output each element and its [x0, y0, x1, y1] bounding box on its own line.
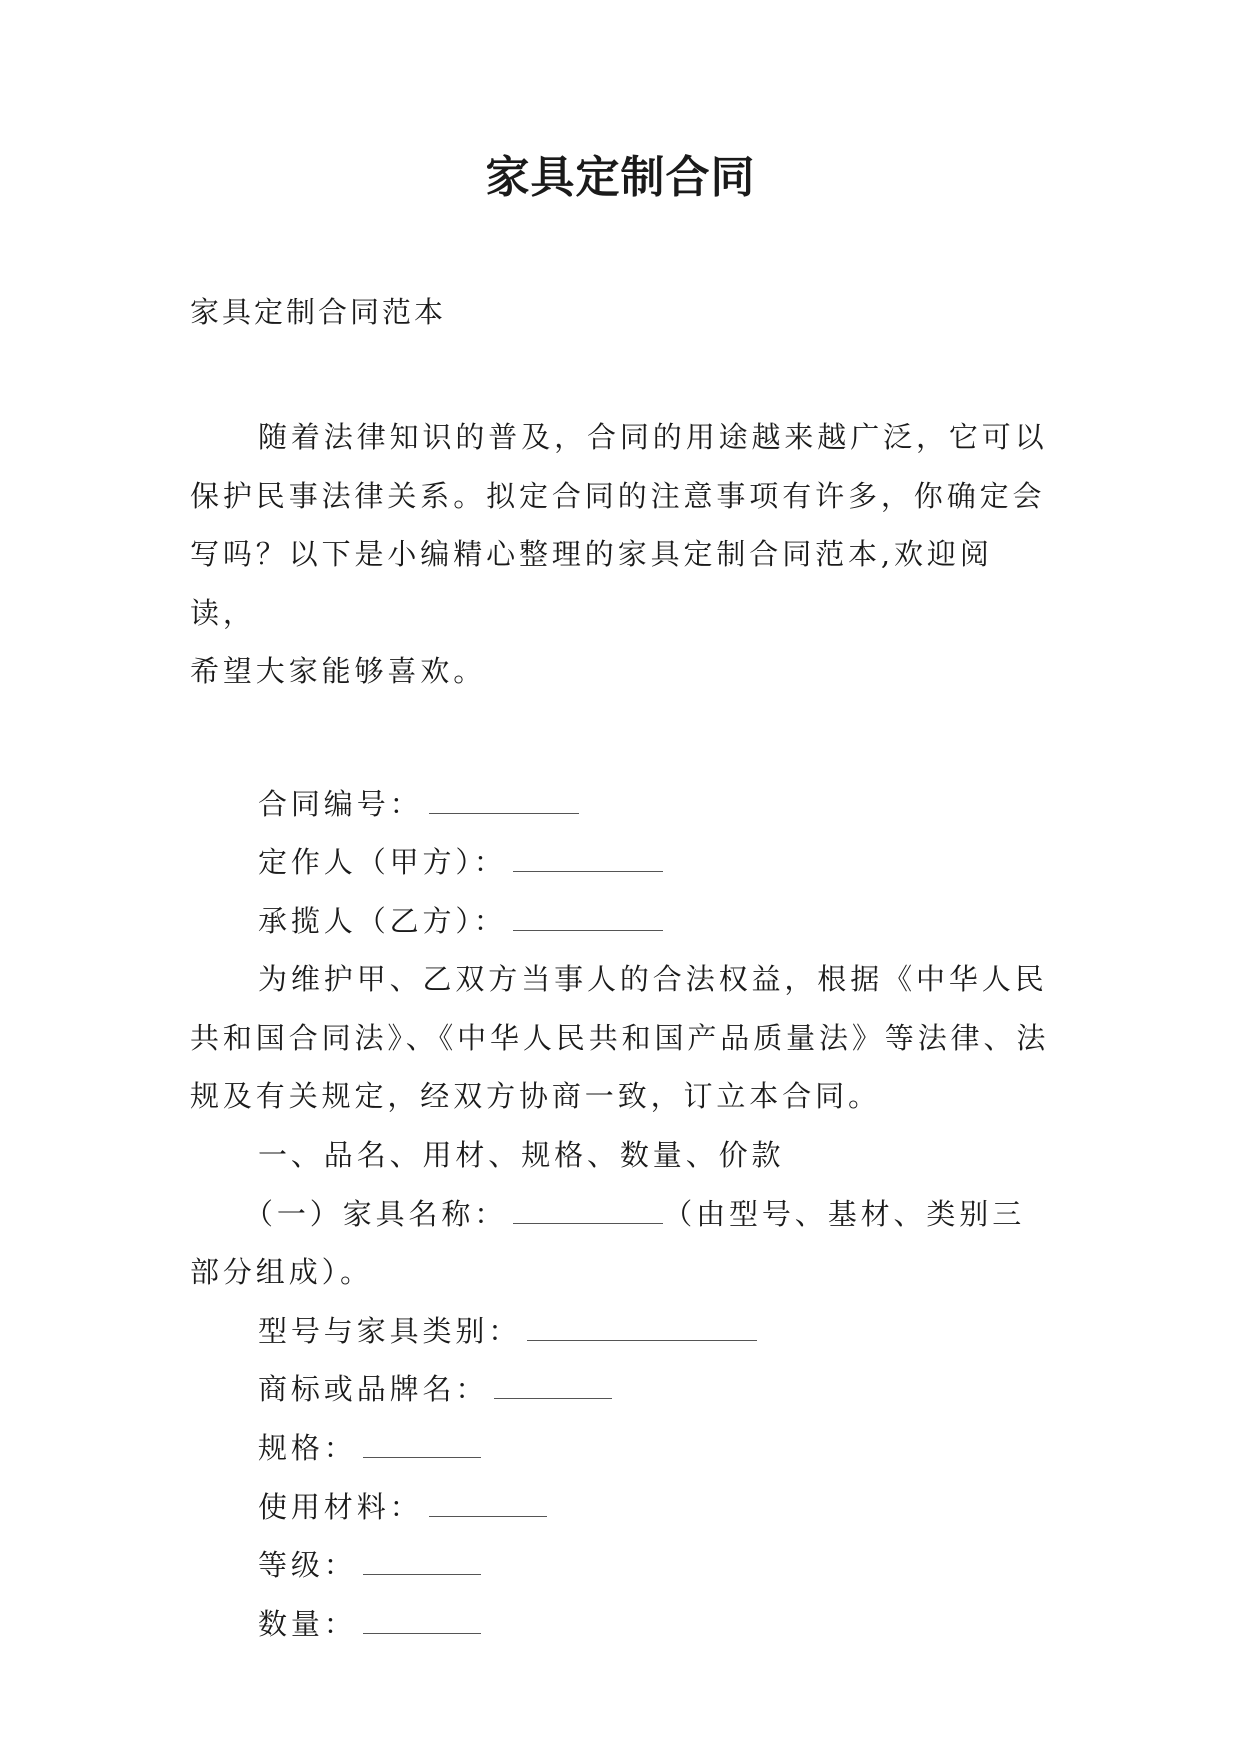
intro-line: 希望大家能够喜欢。	[190, 654, 487, 688]
intro-line: 写吗？以下是小编精心整理的家具定制合同范本,欢迎阅读，	[190, 537, 993, 630]
furniture-name-note: （由型号、基材、类别三	[663, 1196, 1026, 1231]
quantity-blank	[363, 1607, 481, 1634]
party-b-field	[190, 892, 1050, 951]
grade-field	[190, 1536, 1050, 1595]
party-b-label: 承揽人（乙方）：	[258, 903, 507, 938]
contract-number-field	[190, 775, 1050, 834]
document-body	[190, 408, 1050, 1653]
material-field	[190, 1478, 1050, 1537]
brand-blank	[494, 1372, 612, 1399]
grade-blank	[363, 1548, 481, 1575]
intro-line: 随着法律知识的普及，合同的用途越来越广泛，它可以	[258, 420, 1048, 454]
furniture-name-continuation: 部分组成）。	[190, 1255, 373, 1290]
intro-line: 保护民事法律关系。拟定合同的注意事项有许多，你确定会	[190, 478, 1046, 513]
preamble-line: 为维护甲、乙双方当事人的合法权益，根据《中华人民	[258, 962, 1048, 997]
intro-paragraph	[190, 408, 1050, 701]
section-heading: 一、品名、用材、规格、数量、价款	[258, 1138, 785, 1173]
party-a-label: 定作人（甲方）：	[258, 845, 507, 880]
preamble-line: 规及有关规定，经双方协商一致，订立本合同。	[190, 1079, 881, 1114]
brand-field	[190, 1360, 1050, 1419]
furniture-name-label: （一）家具名称：	[244, 1196, 508, 1231]
furniture-name-field	[190, 1185, 1050, 1244]
material-label: 使用材料：	[258, 1489, 423, 1524]
model-label: 型号与家具类别：	[258, 1313, 522, 1348]
spec-field	[190, 1419, 1050, 1478]
contract-number-label: 合同编号：	[258, 786, 423, 821]
document-subtitle: 家具定制合同范本	[190, 295, 447, 329]
spec-label: 规格：	[258, 1431, 357, 1466]
preamble-line: 共和国合同法》、《中华人民共和国产品质量法》等法律、法	[190, 1020, 1050, 1055]
party-b-blank	[513, 904, 663, 931]
contract-number-blank	[429, 787, 579, 814]
furniture-name-blank	[513, 1197, 663, 1224]
party-a-field	[190, 833, 1050, 892]
contract-section	[190, 775, 1050, 1654]
material-blank	[429, 1490, 547, 1517]
model-field	[190, 1302, 1050, 1361]
quantity-label: 数量：	[258, 1606, 357, 1641]
document-title: 家具定制合同	[485, 152, 756, 203]
quantity-field	[190, 1595, 1050, 1654]
spec-blank	[363, 1431, 481, 1458]
grade-label: 等级：	[258, 1548, 357, 1583]
party-a-blank	[513, 845, 663, 872]
model-blank	[527, 1314, 757, 1341]
brand-label: 商标或品牌名：	[258, 1372, 489, 1407]
